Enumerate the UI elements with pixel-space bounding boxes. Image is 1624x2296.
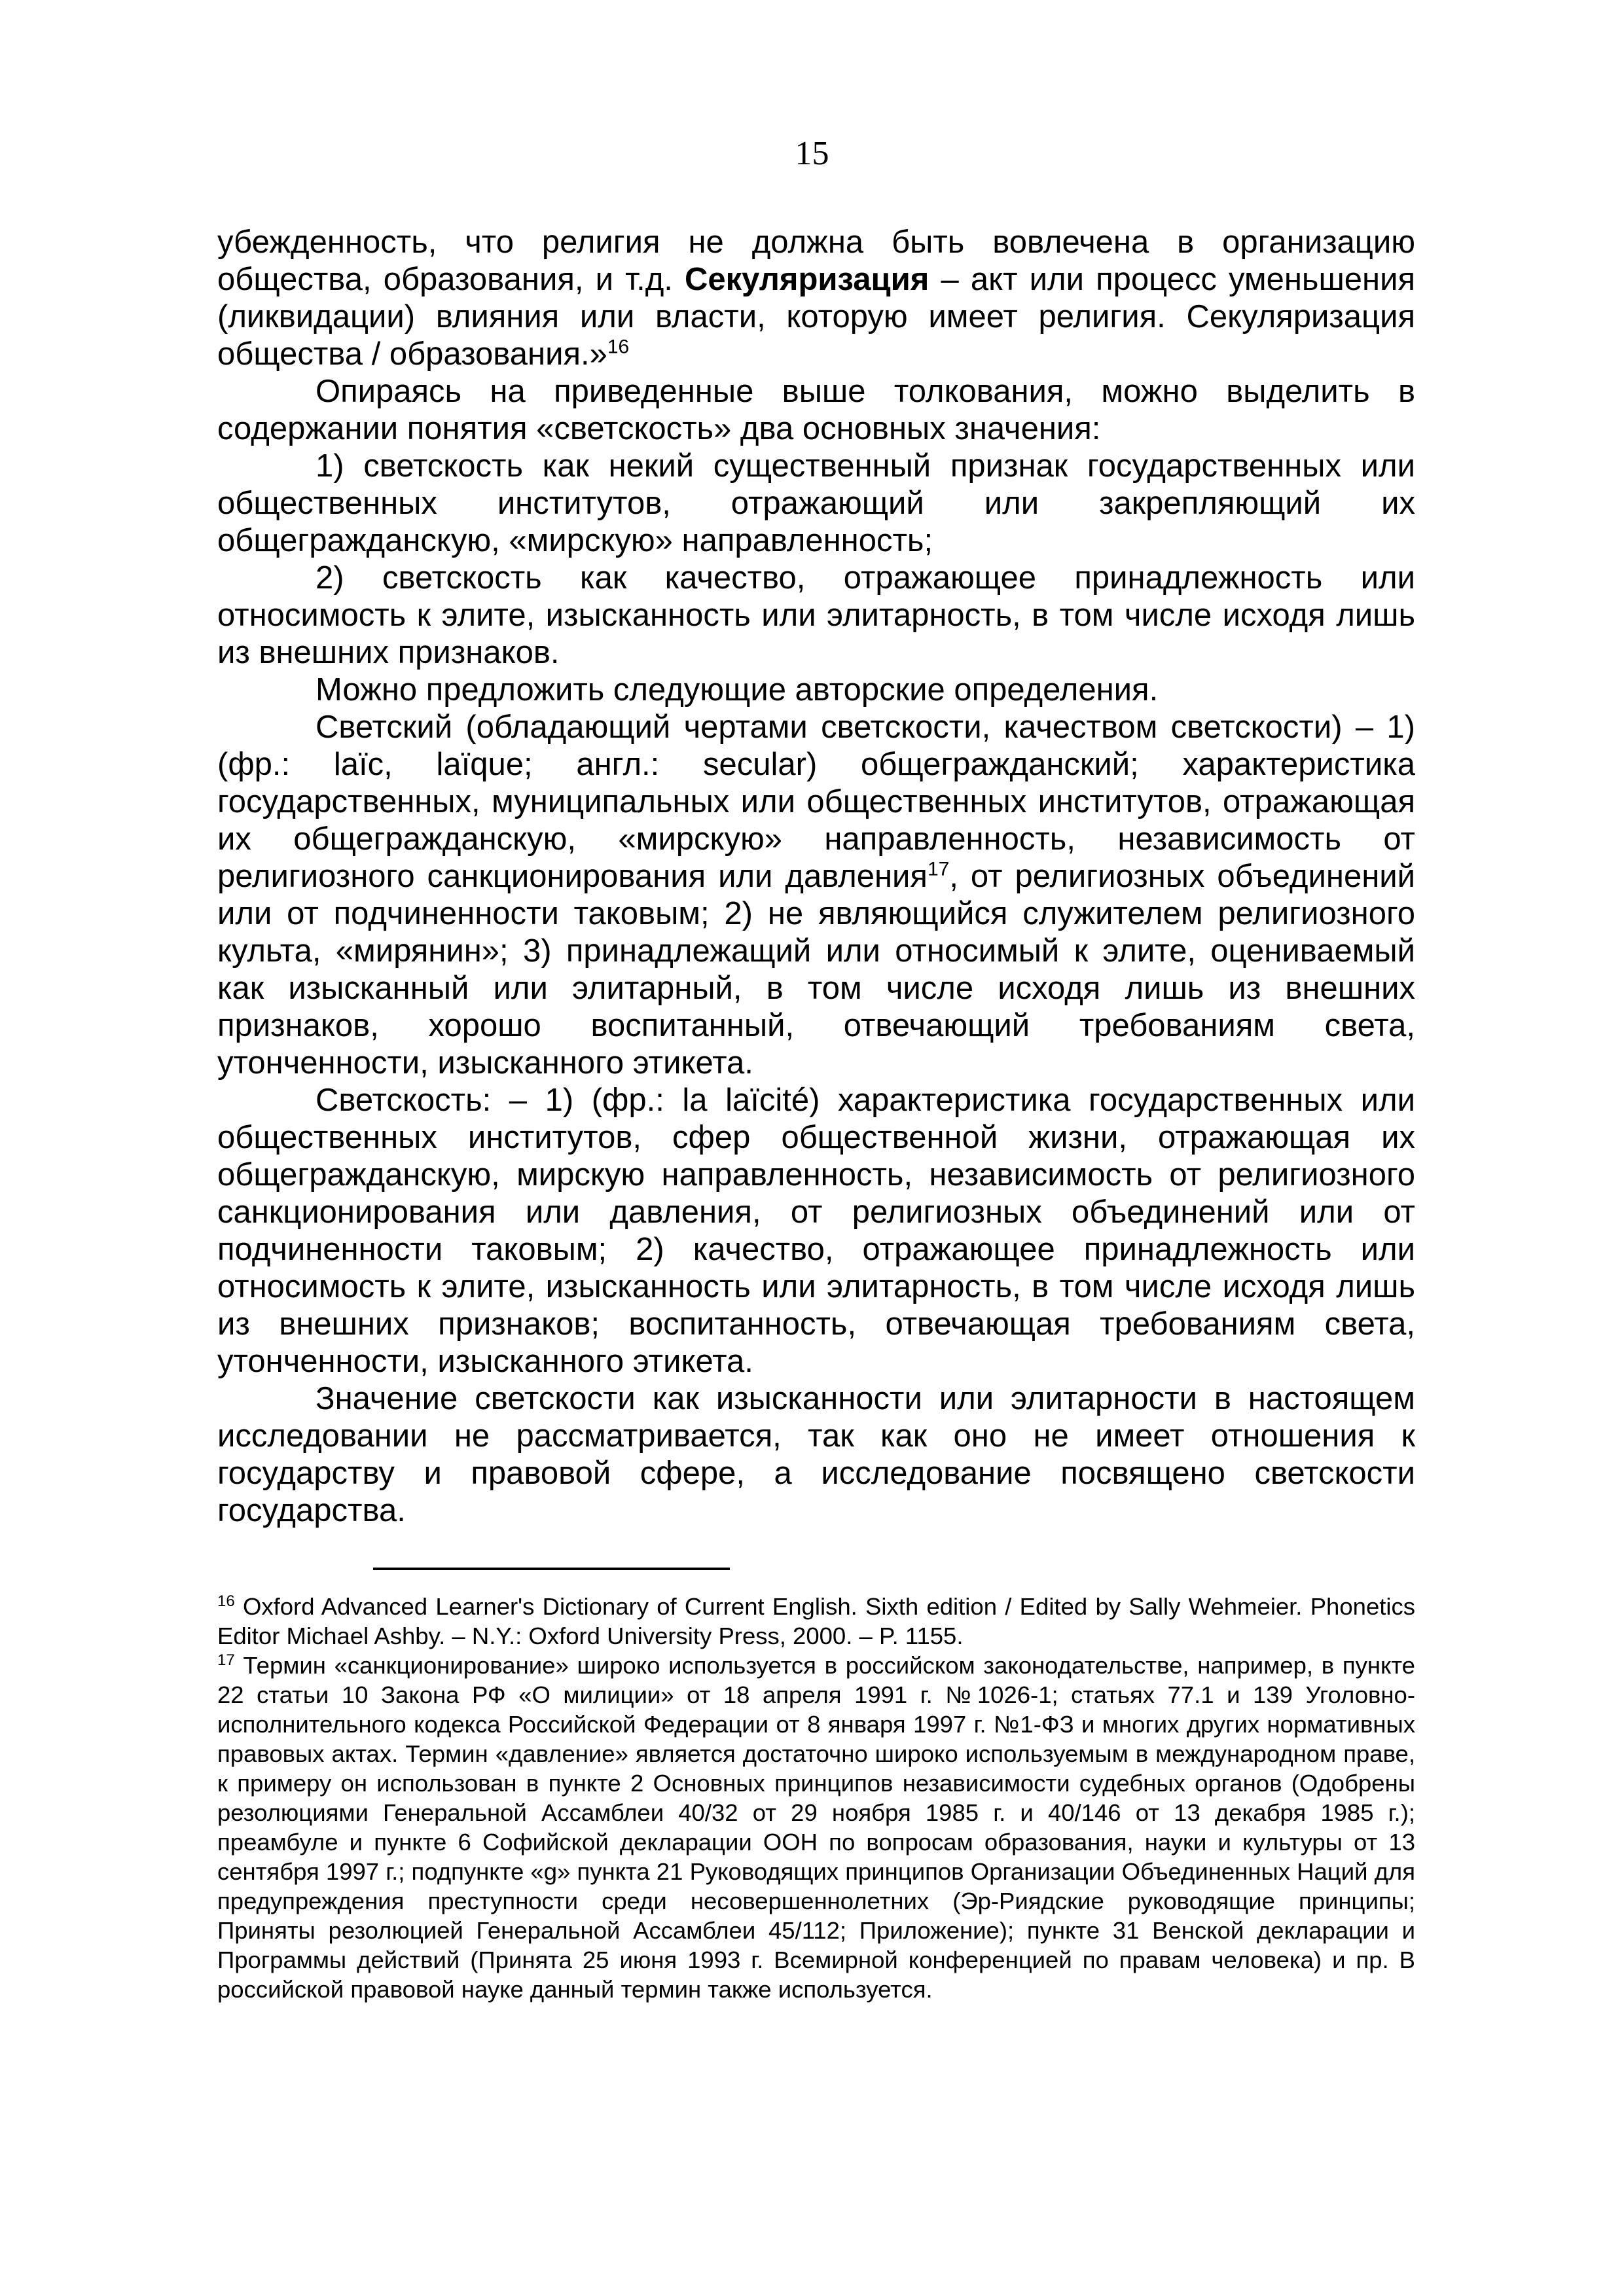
paragraph-8: Значение светскости как изысканности или элитарности в настоящем исследовании не рассматривается, так как оно не имеет отношения к государству и правовой сфере, а исследование посвящено светскости государства. [217,1381,1415,1528]
paragraph-3: 1) светскость как некий существенный признак государственных или общественных институтов, отражающий или закрепляющий их общегражданскую, «мирскую» направленность; [217,448,1415,558]
footnote-16 [217,1592,1415,1651]
paragraph-6-end: , от религиозных объединений или от подчиненности таковым; 2) не являющийся служителем религиозного культа, «мирянин»; 3) принадлежащий или относимый к элите, оцениваемый как изысканный или элитарный, в том числе исходя лишь из внешних признаков, хорошо воспитанный, отвечающий требованиям света, утонченности, изысканного этикета. [217,859,1415,1081]
paragraph-5: Можно предложить следующие авторские определения. [316,672,1159,708]
term-secularization: Секуляризация [685,262,929,297]
footnotes [217,1592,1415,2004]
footnote-separator [373,1568,730,1570]
body-text [217,224,1415,1530]
paragraph-2: Опираясь на приведенные выше толкования, можно выделить в содержании понятия «светскость» два основных значения: [217,374,1415,446]
footnote-16-number: 16 [217,1592,235,1610]
paragraph-6 [217,709,1415,1082]
paragraph-1 [217,224,1415,373]
paragraph-1-end: – акт или процесс уменьшения (ликвидации) влияния или власти, которую имеет религия. Секуляризация общества / образования.» [217,262,1415,372]
paragraph-4: 2) светскость как качество, отражающее принадлежность или относимость к элите, изысканность или элитарность, в том числе исходя лишь из внешних признаков. [217,560,1415,670]
page-number: 15 [795,135,829,172]
footnote-17 [217,1651,1415,2004]
footnote-ref-17[interactable]: 17 [927,858,950,880]
footnote-16-text: Oxford Advanced Learner's Dictionary of Current English. Sixth edition / Edited by Sally Wehmeier. Phonetics Editor Michael Ashby. – N.Y.: Oxford University Press, 2000. – P. 1155. [217,1593,1415,1649]
footnote-17-number: 17 [217,1651,235,1669]
paragraph-1-start: убежденность, что религия не должна быть вовлечена в организацию общества, образования, и т.д. [217,224,1415,297]
footnote-17-text: Термин «санкционирование» широко используется в российском законодательстве, например, в пункте 22 статьи 10 Закона РФ «О милиции» от 18 апреля 1991 г. №1026-1; статьях 77.1 и 139 Уголовно-исполнительного кодекса Российской Федерации от 8 января 1997 г. №1-ФЗ и многих других нормативных правовых актах. Термин «давление» является достаточно широко используемым в международном праве, к примеру он использован в пункте 2 Основных принципов независимости судебных органов (Одобрены резолюциями Генеральной Ассамблеи 40/32 от 29 ноября 1985 г. и 40/146 от 13 декабря 1985 г.); преамбуле и пункте 6 Софийской декларации ООН по вопросам образования, науки и культуры от 13 сентября 1997 г.; подпункте «g» пункта 21 Руководящих принципов Организации Объединенных Наций для предупреждения преступности среди несовершеннолетних (Эр-Риядские руководящие принципы; Приняты резолюцией Генеральной Ассамблеи 45/112; Приложение); пункте 31 Венской декларации и Программы действий (Принята 25 июня 1993 г. Всемирной конференцией по правам человека) и пр. В российской правовой науке данный термин также используется. [217,1652,1415,2003]
footnote-ref-16[interactable]: 16 [607,336,630,358]
paragraph-6-start: Светский (обладающий чертами светскости, качеством светскости) – 1) (фр.: laïc, laïque; англ.: secular) общегражданский; характеристика государственных, муниципальных или общественных институтов, отражающая их общегражданскую, «мирскую» направленность, независимость от религиозного санкционирования или давления [217,709,1415,894]
paragraph-7: Светскость: – 1) (фр.: la laïcité) характеристика государственных или общественных институтов, сфер общественной жизни, отражающая их общегражданскую, мирскую направленность, независимость от религиозного санкционирования или давления, от религиозных объединений или от подчиненности таковым; 2) качество, отражающее принадлежность или относимость к элите, изысканность или элитарность, в том числе исходя лишь из внешних признаков; воспитанность, отвечающая требованиям света, утонченности, изысканного этикета. [217,1083,1415,1379]
